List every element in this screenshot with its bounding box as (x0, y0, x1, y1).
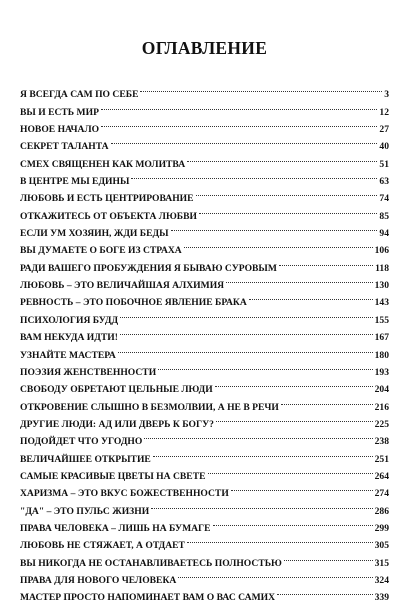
toc-entry-title: ЛЮБОВЬ – ЭТО ВЕЛИЧАЙШАЯ АЛХИМИЯ (20, 280, 225, 292)
toc-entry-page-number: 180 (374, 349, 389, 361)
toc-entry-title: В ЦЕНТРЕ МЫ ЕДИНЫ (20, 176, 130, 188)
toc-entry-page-number: 155 (374, 314, 389, 326)
toc-entry-page-number: 251 (374, 453, 389, 465)
toc-entry-title: СВОБОДУ ОБРЕТАЮТ ЦЕЛЬНЫЕ ЛЮДИ (20, 384, 213, 396)
toc-entry-title: ВЫ НИКОГДА НЕ ОСТАНАВЛИВАЕТЕСЬ ПОЛНОСТЬЮ (20, 557, 282, 569)
dot-leader (139, 80, 383, 97)
dot-leader (150, 496, 373, 513)
toc-entry-page-number: 274 (374, 488, 389, 500)
dot-leader (230, 479, 374, 496)
toc-entry-page-number: 94 (379, 228, 389, 240)
dot-leader (276, 583, 374, 600)
toc-entry-title: ПРАВА ДЛЯ НОВОГО ЧЕЛОВЕКА (20, 574, 177, 586)
toc-entry-page-number: 286 (374, 505, 389, 517)
dot-leader (283, 548, 374, 565)
dot-leader (207, 462, 374, 479)
dot-leader (195, 184, 379, 201)
toc-entry-page-number: 167 (374, 332, 389, 344)
toc-entry-title: ЛЮБОВЬ НЕ СТЯЖАЕТ, А ОТДАЕТ (20, 540, 185, 552)
toc-entry-page-number: 299 (374, 522, 389, 534)
dot-leader (186, 149, 378, 166)
dot-leader (119, 305, 374, 322)
toc-entry-title: ВЫ И ЕСТЬ МИР (20, 106, 99, 118)
toc-entry (20, 80, 389, 101)
toc-entry-page-number: 193 (374, 366, 389, 378)
toc-entry-title: "ДА" – ЭТО ПУЛЬС ЖИЗНИ (20, 505, 150, 517)
toc-entry-title: ПОДОЙДЕТ ЧТО УГОДНО (20, 436, 143, 448)
table-of-contents (20, 80, 389, 604)
dot-leader (278, 253, 374, 270)
dot-leader (225, 271, 374, 288)
toc-entry-title: ДРУГИЕ ЛЮДИ: АД ИЛИ ДВЕРЬ К БОГУ? (20, 418, 214, 430)
dot-leader (280, 392, 374, 409)
toc-entry-page-number: 143 (374, 297, 389, 309)
toc-entry-title: САМЫЕ КРАСИВЫЕ ЦВЕТЫ НА СВЕТЕ (20, 470, 206, 482)
dot-leader (119, 323, 374, 340)
toc-entry-page-number: 51 (379, 158, 389, 170)
dot-leader (130, 167, 378, 184)
dot-leader (198, 201, 378, 218)
toc-entry-page-number: 85 (379, 210, 389, 222)
toc-entry-title: ПОЭЗИЯ ЖЕНСТВЕННОСТИ (20, 366, 157, 378)
toc-entry-page-number: 225 (374, 418, 389, 430)
toc-entry-title: ОТКРОВЕНИЕ СЛЫШНО В БЕЗМОЛВИИ, А НЕ В РЕЧИ (20, 401, 279, 413)
toc-entry-title: РЕВНОСТЬ – ЭТО ПОБОЧНОЕ ЯВЛЕНИЕ БРАКА (20, 297, 247, 309)
toc-entry-page-number: 12 (379, 106, 389, 118)
toc-entry-title: ВЫ ДУМАЕТЕ О БОГЕ ИЗ СТРАХА (20, 245, 182, 257)
toc-entry-page-number: 238 (374, 436, 389, 448)
page-title: ОГЛАВЛЕНИЕ (141, 38, 268, 58)
toc-entry-page-number: 118 (375, 262, 389, 274)
dot-leader (152, 444, 374, 461)
toc-entry-page-number: 339 (374, 592, 389, 604)
toc-entry-title: РАДИ ВАШЕГО ПРОБУЖДЕНИЯ Я БЫВАЮ СУРОВЫМ (20, 262, 277, 274)
toc-entry-page-number: 130 (374, 280, 389, 292)
toc-entry-page-number: 63 (379, 176, 389, 188)
toc-entry-page-number: 106 (374, 245, 389, 257)
toc-entry-title: ЛЮБОВЬ И ЕСТЬ ЦЕНТРИРОВАНИЕ (20, 193, 194, 205)
toc-entry-title: ВАМ НЕКУДА ИДТИ! (20, 332, 118, 344)
dot-leader (170, 219, 379, 236)
toc-entry-page-number: 216 (374, 401, 389, 413)
toc-entry-title: УЗНАЙТЕ МАСТЕРА (20, 349, 116, 361)
toc-entry-title: ВЕЛИЧАЙШЕЕ ОТКРЫТИЕ (20, 453, 151, 465)
toc-entry-page-number: 27 (379, 124, 389, 136)
toc-entry-page-number: 3 (384, 89, 389, 101)
toc-entry-page-number: 315 (374, 557, 389, 569)
toc-entry-title: СЕКРЕТ ТАЛАНТА (20, 141, 109, 153)
dot-leader (110, 132, 379, 149)
toc-entry-page-number: 264 (374, 470, 389, 482)
toc-entry-title: Я ВСЕГДА САМ ПО СЕБЕ (20, 89, 139, 101)
toc-entry-page-number: 324 (374, 574, 389, 586)
dot-leader (143, 427, 373, 444)
dot-leader (183, 236, 374, 253)
dot-leader (248, 288, 374, 305)
dot-leader (157, 358, 373, 375)
dot-leader (186, 531, 374, 548)
toc-entry-title: ХАРИЗМА – ЭТО ВКУС БОЖЕСТВЕННОСТИ (20, 488, 229, 500)
toc-entry-title: МАСТЕР ПРОСТО НАПОМИНАЕТ ВАМ О ВАС САМИХ (20, 592, 276, 604)
toc-entry-page-number: 74 (379, 193, 389, 205)
toc-entry-title: ПСИХОЛОГИЯ БУДД (20, 314, 119, 326)
toc-entry-page-number: 204 (374, 384, 389, 396)
dot-leader (212, 514, 374, 531)
dot-leader (215, 410, 374, 427)
dot-leader (100, 97, 378, 114)
toc-entry-title: ЕСЛИ УМ ХОЗЯИН, ЖДИ БЕДЫ (20, 228, 169, 240)
dot-leader (177, 566, 373, 583)
dot-leader (214, 375, 374, 392)
toc-entry-page-number: 40 (379, 141, 389, 153)
dot-leader (100, 115, 378, 132)
dot-leader (117, 340, 374, 357)
toc-entry-title: ОТКАЖИТЕСЬ ОТ ОБЪЕКТА ЛЮБВИ (20, 210, 197, 222)
toc-entry-title: ПРАВА ЧЕЛОВЕКА – ЛИШЬ НА БУМАГЕ (20, 522, 211, 534)
toc-entry-title: СМЕХ СВЯЩЕНЕН КАК МОЛИТВА (20, 158, 186, 170)
toc-entry-page-number: 305 (374, 540, 389, 552)
toc-entry-title: НОВОЕ НАЧАЛО (20, 124, 100, 136)
